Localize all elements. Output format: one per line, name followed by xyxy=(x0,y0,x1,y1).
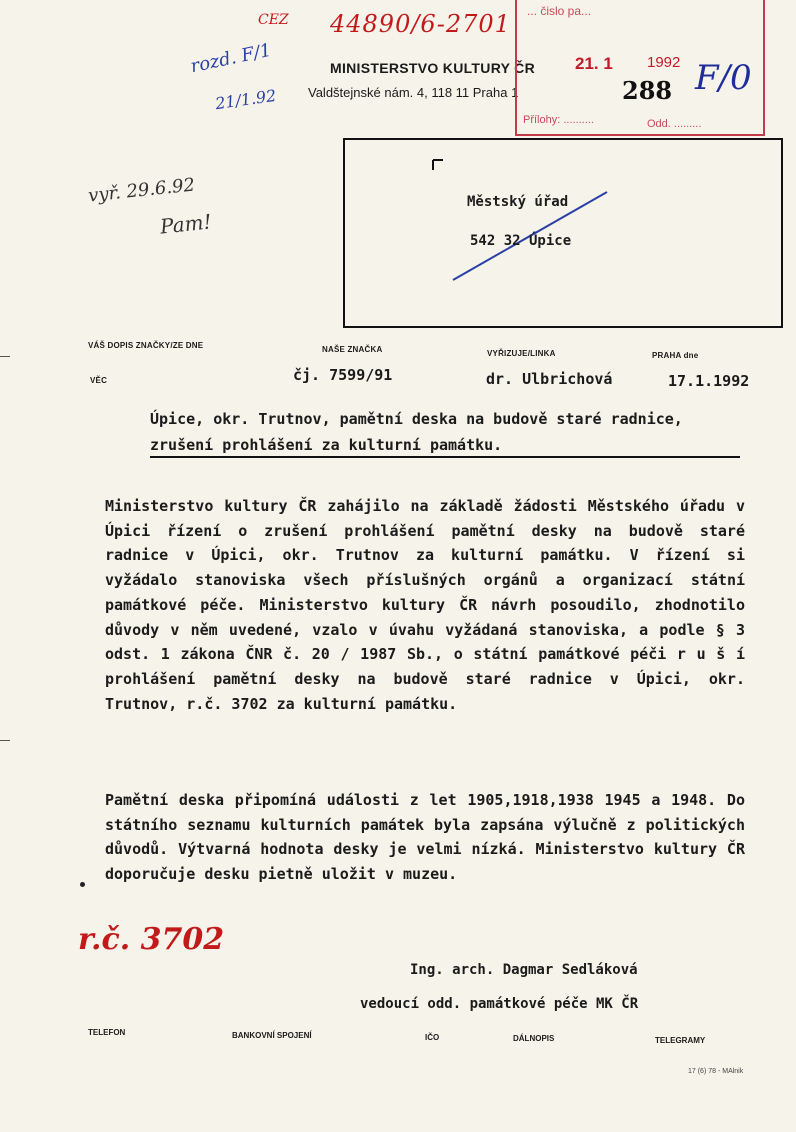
footer-telegramy: TELEGRAMY xyxy=(655,1036,706,1045)
signatory-title: vedoucí odd. památkové péče MK ČR xyxy=(360,996,639,1012)
form-code: 17 (6) 78 - MAlnik xyxy=(688,1068,744,1075)
footer-telefon: TELEFON xyxy=(88,1028,126,1037)
stamp-number: 288 xyxy=(622,76,673,105)
subject-underline xyxy=(150,456,740,458)
handwritten-distribution-note: rozd. F/1 xyxy=(188,39,274,78)
handwritten-cez: CEZ xyxy=(258,12,289,28)
label-praha-date: PRAHA dne xyxy=(652,351,699,360)
stamp-attachments: Přílohy: .......... xyxy=(523,114,594,126)
handwritten-settled-note: vyř. 29.6.92 xyxy=(87,174,196,207)
footer-ico: IČO xyxy=(425,1033,440,1042)
handwritten-signature-mark: Pam! xyxy=(158,209,213,239)
date-value: 17.1.1992 xyxy=(668,372,750,390)
handwritten-red-reference: r.č. 3702 xyxy=(78,922,225,957)
signatory-name: Ing. arch. Dagmar Sedláková xyxy=(410,962,638,978)
stamp-year: 1992 xyxy=(647,54,681,71)
label-handled-by: VYŘIZUJE/LINKA xyxy=(487,349,556,358)
handler-value: dr. Ulbrichová xyxy=(486,370,613,388)
handwritten-reference-number: 44890/6-2701 xyxy=(330,10,511,38)
stamp-header: ... čislo pa... xyxy=(527,4,592,18)
fold-mark-bottom xyxy=(0,740,10,741)
label-your-letter: VÁŠ DOPIS ZNAČKY/ZE DNE xyxy=(88,341,204,350)
label-our-reference: NAŠE ZNAČKA xyxy=(322,345,383,354)
recipient-postcode-city: 542 32 Úpice xyxy=(470,233,572,249)
recipient-name: Městský úřad xyxy=(467,194,569,210)
footer-bank: BANKOVNÍ SPOJENÍ xyxy=(232,1031,312,1040)
registry-stamp xyxy=(515,0,765,136)
stamp-department: Odd. ......... xyxy=(647,118,702,130)
fold-mark-top xyxy=(0,356,10,357)
body-paragraph-1: Ministerstvo kultury ČR zahájilo na základě žádosti Městského úřadu v Úpici řízení o zrušení prohlášení pamětní desky na budově staré radnice v Úpici, okr. Trutnov za kulturní památku. V řízení si vyžádalo stanoviska všech příslušných orgánů a organizací státní památkové péče. Ministerstvo kultury ČR návrh posoudilo, zhodnotilo důvody v něm uvedené, vzalo v úvahu vyžádaná stanoviska, a podle § 3 odst. 1 zákona ČNR č. 20 / 1987 Sb., o státní památkové péči r u š í prohlášení pamětní desky na budově staré radnice v Úpici, okr. Trutnov, r.č. 3702 za kulturní památku. xyxy=(105,497,745,713)
ministry-address: Valdštejnské nám. 4, 118 11 Praha 1 xyxy=(308,85,519,100)
ministry-title: MINISTERSTVO KULTURY ČR xyxy=(330,60,535,76)
our-reference-value: čj. 7599/91 xyxy=(293,366,393,384)
stamp-date: 21. 1 xyxy=(575,54,613,73)
body-paragraph-2: Pamětní deska připomíná události z let 1905,1918,1938 1945 a 1948. Do státního seznamu kulturních památek byla zapsána výlučně z politických důvodů. Výtvarná hodnota desky je velmi nízká. Ministerstvo kultury ČR doporučuje desku pietně uložit v muzeu. xyxy=(105,791,745,884)
label-subject: VĚC xyxy=(90,376,108,385)
margin-dot xyxy=(80,882,85,887)
letter-subject: Úpice, okr. Trutnov, pamětní deska na budově staré radnice, zrušení prohlášení za kulturní památku. xyxy=(150,410,683,454)
handwritten-date-note: 21/1.92 xyxy=(213,85,278,114)
footer-dalnopis: DÁLNOPIS xyxy=(513,1034,555,1043)
stamp-handwritten-suffix: F/0 xyxy=(695,58,752,98)
